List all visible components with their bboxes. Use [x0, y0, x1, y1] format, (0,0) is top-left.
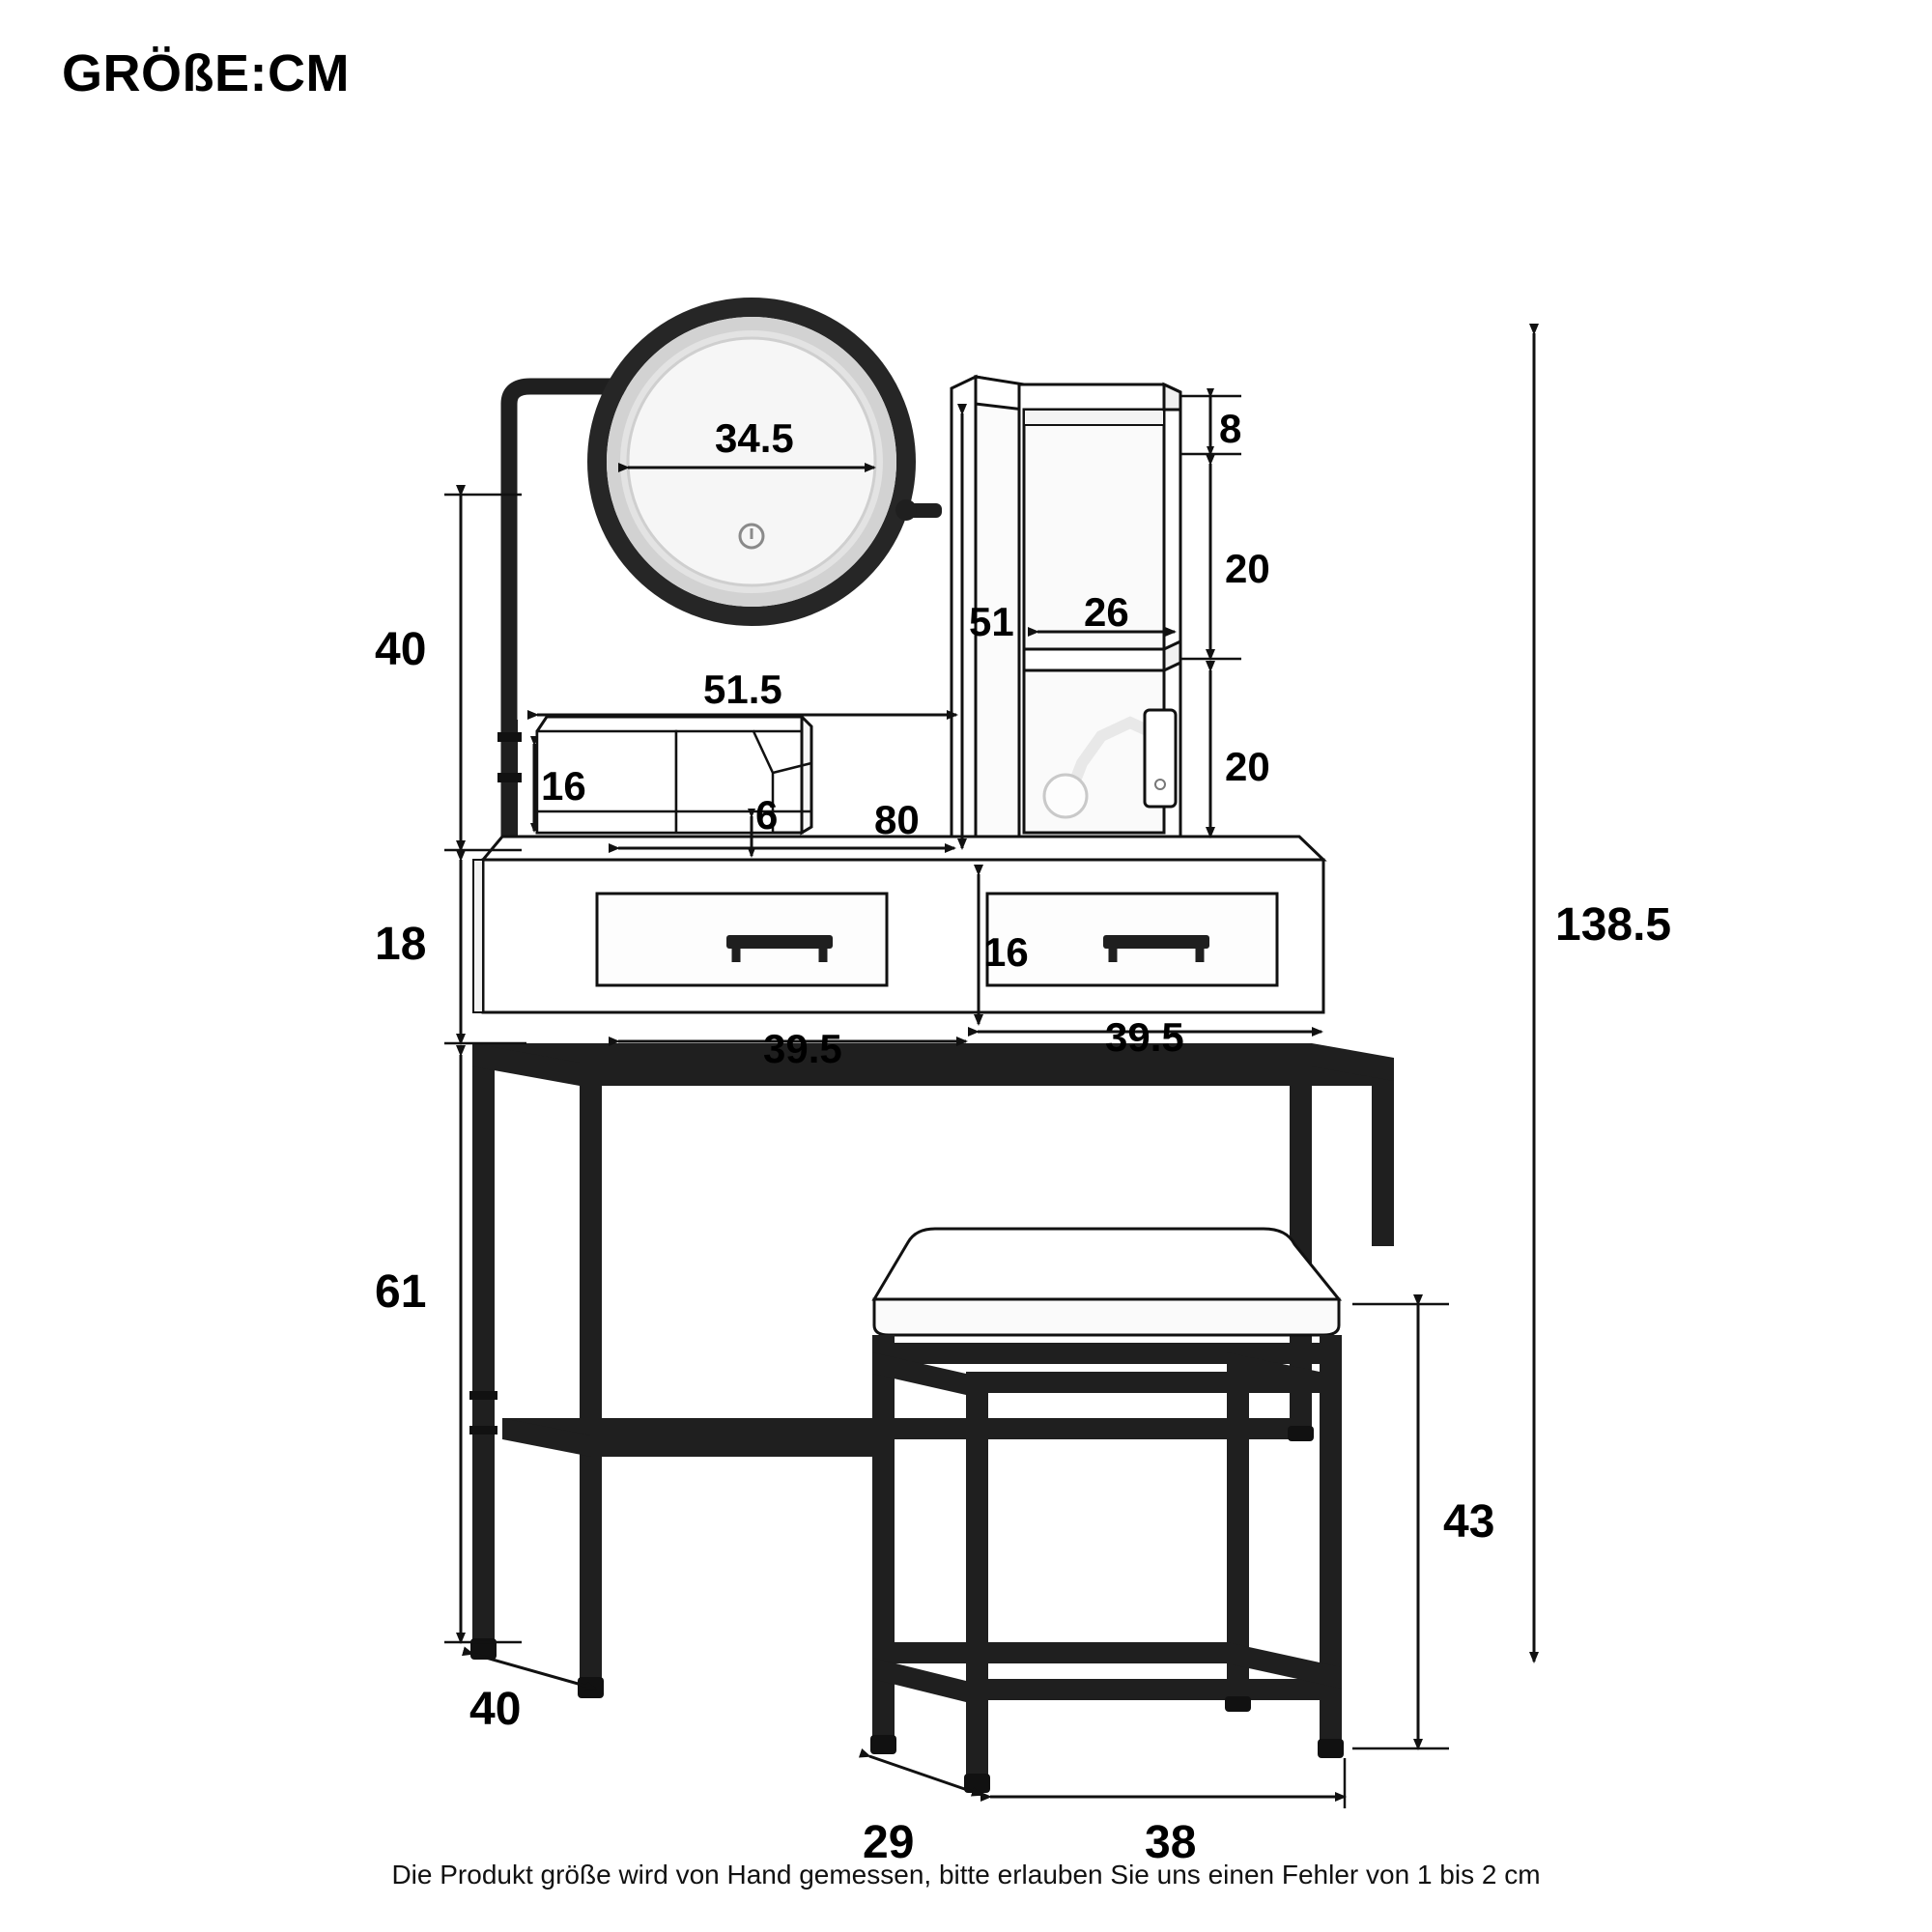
dimension-label-hutch-height: 51: [969, 599, 1014, 644]
dimension-label-upper-compartment-height: 20: [1225, 546, 1270, 591]
table-top-and-drawers: [473, 837, 1323, 1012]
page-title: GRÖßE:CM: [62, 44, 350, 102]
dimension-label-organizer-lip-height: 6: [755, 792, 779, 838]
dimension-label-top-shelf-height: 8: [1219, 406, 1242, 451]
dimension-label-mirror-diameter: 34.5: [715, 415, 794, 461]
dimension-label-stool-height: 43: [1443, 1496, 1495, 1548]
dimension-label-leg-height: 61: [375, 1266, 427, 1318]
measurement-disclaimer: Die Produkt größe wird von Hand gemessen, bitte erlauben Sie uns einen Fehler von 1 bis 2 cm: [391, 1860, 1541, 1889]
dimension-label-overall-height: 138.5: [1555, 899, 1672, 951]
dimension-label-left-drawer-width: 39.5: [763, 1026, 842, 1071]
dimension-label-organizer-height: 16: [541, 763, 586, 809]
stool: [870, 1229, 1344, 1793]
dimension-label-drawer-box-height: 18: [375, 919, 427, 970]
dimension-label-right-drawer-width: 39.5: [1105, 1014, 1184, 1060]
dimension-label-shelf-width: 26: [1084, 589, 1129, 635]
dimension-label-drawer-depth-height: 16: [983, 929, 1029, 975]
dimension-label-organizer-width: 51.5: [703, 667, 782, 712]
dimension-label-tabletop-width: 80: [874, 797, 920, 842]
dimension-label-mirror-post-height: 40: [375, 624, 427, 675]
dimension-label-stool-depth: 29: [863, 1817, 915, 1868]
dimension-label-stool-width: 38: [1145, 1817, 1197, 1868]
dimension-label-lower-compartment-height: 20: [1225, 744, 1270, 789]
dimension-label-table-depth: 40: [469, 1684, 522, 1735]
